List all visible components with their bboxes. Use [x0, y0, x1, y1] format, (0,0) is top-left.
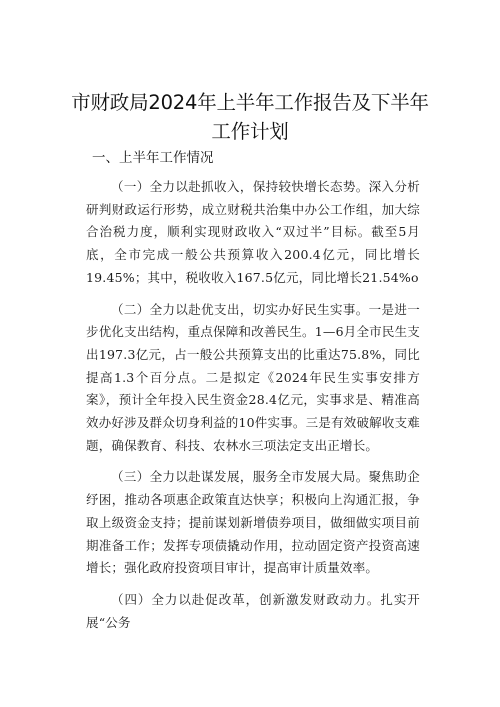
paragraph-development: （三）全力以赴谋发展，服务全市发展大局。聚焦助企纾困，推动各项惠企政策直达快享；积极向上沟通汇报，争取上级资金支持；提前谋划新增债券项目，做细做实项目前期准备工作；发挥专项债撬动作用，拉动固定资产投资高速增长；强化政府投资项目审计，提高审计质量效率。	[86, 469, 420, 576]
paragraph-revenue: （一）全力以赴抓收入，保持较快增长态势。深入分析研判财政运行形势，成立财税共治集中办公工作组，加大综合治税力度，顺利实现财政收入“双过半”目标。截至5月底，全市完成一般公共预算收入200.4亿元，同比增长19.45%；其中，税收收入167.5亿元，同比增长21.54%o	[86, 179, 420, 285]
paragraph-expenditure: （二）全力以赴优支出，切实办好民生实事。一是进一步优化支出结构，重点保障和改善民生。1—6月全市民生支出197.3亿元，占一般公共预算支出的比重达75.8%，同比提高1.3个百分点。二是拟定《2024年民生实事安排方案》，预计全年投入民生资金28.4亿元，实事求是、精准高效办好涉及群众切身利益的10件实事。三是有效破解收支难题，确保教育、科技、农林水三项法定支出正增长。	[86, 301, 420, 453]
document-body	[86, 176, 420, 634]
document-title: 市财政局2024年上半年工作报告及下半年工作计划	[71, 91, 429, 143]
section-heading: 一、上半年工作情况	[92, 150, 214, 166]
paragraph-reform: （四）全力以赴促改革，创新激发财政动力。扎实开展“公务	[86, 591, 420, 630]
